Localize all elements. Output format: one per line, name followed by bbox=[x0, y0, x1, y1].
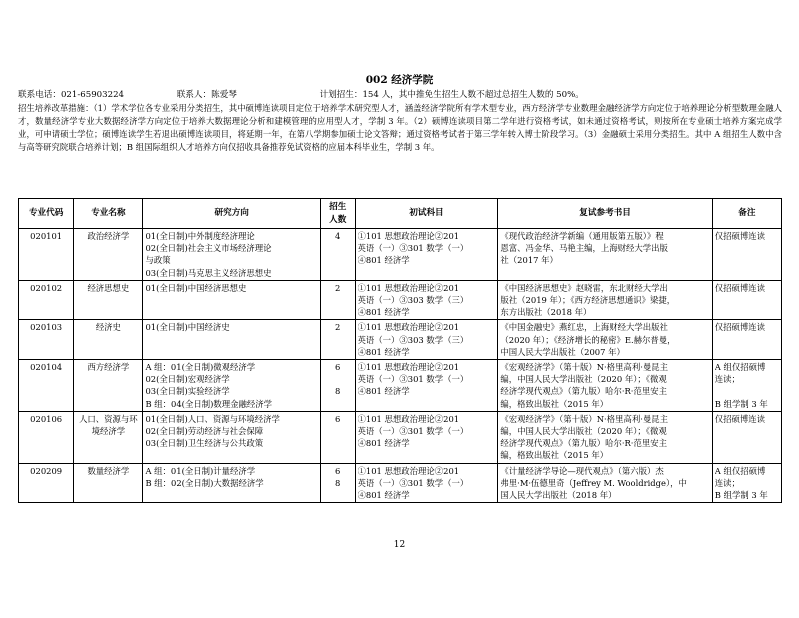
direction-line: 03(全日制)卫生经济与公共政策 bbox=[145, 438, 264, 449]
header-books: 复试参考书目 bbox=[498, 199, 712, 229]
cell-code: 020101 bbox=[19, 229, 74, 281]
count-value: 6 bbox=[335, 413, 341, 424]
exam-line: 英语（一）③301 数学（一） bbox=[357, 477, 469, 488]
exam-line: 英语（一）③303 数学（三） bbox=[357, 334, 469, 345]
book-line: 《现代政治经济学新编（通用版第五版）》程 bbox=[500, 231, 664, 241]
direction-line: 02(全日制)劳动经济与社会保障 bbox=[145, 426, 264, 437]
table-row bbox=[19, 463, 782, 503]
book-line: 《宏观经济学》（第十版）N·格里高利·曼昆主 bbox=[500, 362, 668, 373]
table-row bbox=[19, 280, 782, 320]
book-line: 国人民大学出版社（2018 年） bbox=[500, 490, 617, 501]
note-line: 连读； bbox=[714, 374, 740, 385]
book-line: 编，中国人民大学出版社（2020 年）；《微观 bbox=[500, 374, 667, 385]
note-line: 仅招硕博连读 bbox=[714, 322, 766, 333]
contact-line bbox=[18, 88, 788, 100]
table-row bbox=[19, 320, 782, 360]
cell-code: 020102 bbox=[19, 280, 74, 320]
direction-line: 与政策 bbox=[145, 255, 171, 266]
direction-line: 03(全日制)实验经济学 bbox=[145, 386, 230, 397]
cell-code: 020106 bbox=[19, 411, 74, 463]
exam-line: ④801 经济学 bbox=[357, 255, 410, 266]
exam-line: 英语（一）③301 数学（一） bbox=[357, 243, 469, 254]
count-value-group-b: 8 bbox=[335, 477, 341, 488]
exam-line: ①101 思想政治理论②201 bbox=[357, 413, 460, 424]
cell-name: 经济史 bbox=[74, 320, 143, 360]
cell-direction bbox=[143, 463, 320, 503]
reform-measures-paragraph: 招生培养改革措施：（1）学术学位各专业采用分类招生，其中硕博连读项目定位于培养学术研究型人才，涵盖经济学院所有学术型专业，西方经济学专业数理金融经济学方向定位于培养理论分析型数理金融人才，数量经济学专业大数据经济学方向定位于培养大数据理论分析和建模管理的应用型人才，学制 3 年。（2）硕博连读项目第二学年进行资格考试，如未通过资格考试，则按所在专业硕士培养方案完成学业，可申请硕士学位；硕博连读学生若退出硕博连读项目，将延期一年，在第八学期参加硕士论文答辩；通过资格考试者于第三学年转入博士阶段学习。（3）金融硕士采用分类招生。其中 A 组招生人数中含与高等研究院联合培养计划；B 组国际组织人才培养方向仅招收具备推荐免试资格的应届本科毕业生，学制 3 年。 bbox=[18, 103, 782, 153]
book-line: 社（2017 年） bbox=[500, 255, 558, 266]
book-line: （2020 年）；《经济增长的秘密》E.赫尔普曼， bbox=[500, 334, 676, 345]
table-row bbox=[19, 360, 782, 412]
cell-exam bbox=[355, 463, 498, 503]
cell-exam bbox=[355, 280, 498, 320]
note-line: 仅招硕博连读 bbox=[714, 231, 766, 241]
direction-line: 02(全日制)社会主义市场经济理论 bbox=[145, 243, 272, 254]
cell-count bbox=[320, 280, 355, 320]
cell-direction bbox=[143, 229, 320, 281]
exam-line: 英语（一）③303 数学（三） bbox=[357, 295, 469, 306]
cell-books bbox=[498, 360, 712, 412]
cell-exam bbox=[355, 229, 498, 281]
exam-line: ④801 经济学 bbox=[357, 438, 410, 449]
cell-note bbox=[712, 411, 781, 463]
cell-count bbox=[320, 360, 355, 412]
header-name: 专业名称 bbox=[74, 199, 143, 229]
header-count-line2: 人数 bbox=[329, 214, 347, 225]
book-line: 经济学现代观点》（第九版）哈尔·R·范里安主 bbox=[500, 386, 667, 397]
note-line: B 组学制 3 年 bbox=[714, 398, 768, 409]
count-value: 2 bbox=[335, 282, 341, 293]
contact-person: 联系人：陈爱琴 bbox=[176, 90, 237, 100]
cell-name: 政治经济学 bbox=[74, 229, 143, 281]
book-line: 恩富、冯金华、马艳主编，上海财经大学出版 bbox=[500, 243, 668, 254]
book-line: 编，中国人民大学出版社（2020 年）；《微观 bbox=[500, 426, 667, 437]
table-header-row bbox=[19, 199, 782, 229]
exam-line: ④801 经济学 bbox=[357, 346, 410, 357]
count-value: 2 bbox=[335, 322, 341, 333]
cell-books bbox=[498, 320, 712, 360]
direction-line: 01(全日制)中国经济思想史 bbox=[145, 282, 247, 293]
count-value-group-a: 6 bbox=[335, 465, 341, 476]
cell-name: 数量经济学 bbox=[74, 463, 143, 503]
cell-name: 人口、资源与环境经济学 bbox=[74, 411, 143, 463]
book-line: 中国人民大学出版社（2007 年） bbox=[500, 346, 625, 357]
cell-direction bbox=[143, 360, 320, 412]
exam-line: ①101 思想政治理论②201 bbox=[357, 465, 460, 476]
cell-direction bbox=[143, 320, 320, 360]
program-table bbox=[18, 198, 782, 503]
contact-phone: 联系电话：021-65903224 bbox=[18, 90, 125, 100]
note-line: 仅招硕博连读 bbox=[714, 413, 766, 424]
section-title: 002 经济学院 bbox=[365, 74, 434, 86]
exam-line: ④801 经济学 bbox=[357, 386, 410, 397]
cell-exam bbox=[355, 360, 498, 412]
header-code: 专业代码 bbox=[19, 199, 74, 229]
cell-note bbox=[712, 463, 781, 503]
direction-line: 02(全日制)宏观经济学 bbox=[145, 374, 230, 385]
cell-code: 020103 bbox=[19, 320, 74, 360]
count-value-group-b: 8 bbox=[335, 386, 341, 397]
cell-count bbox=[320, 229, 355, 281]
count-value-group-a: 6 bbox=[335, 362, 341, 373]
book-line: 《宏观经济学》（第十版）N·格里高利·曼昆主 bbox=[500, 413, 668, 424]
count-value: 4 bbox=[335, 231, 341, 241]
cell-code: 020209 bbox=[19, 463, 74, 503]
note-line: A 组仅招硕博 bbox=[714, 465, 766, 476]
direction-line: B 组：04(全日制)数理金融经济学 bbox=[145, 398, 272, 409]
direction-line: 03(全日制)马克思主义经济思想史 bbox=[145, 267, 272, 278]
cell-exam bbox=[355, 320, 498, 360]
cell-note bbox=[712, 360, 781, 412]
header-count-line1: 招生 bbox=[329, 202, 347, 213]
cell-count bbox=[320, 320, 355, 360]
cell-books bbox=[498, 463, 712, 503]
book-line: 弗里·M·伍德里奇（Jeffrey M. Wooldridge），中 bbox=[500, 477, 687, 488]
exam-line: ①101 思想政治理论②201 bbox=[357, 362, 460, 373]
note-line: 仅招硕博连读 bbox=[714, 282, 766, 293]
header-direction: 研究方向 bbox=[143, 199, 320, 229]
cell-books bbox=[498, 280, 712, 320]
cell-code: 020104 bbox=[19, 360, 74, 412]
cell-note bbox=[712, 280, 781, 320]
direction-line: 01(全日制)人口、资源与环境经济学 bbox=[145, 413, 280, 424]
book-line: 编，格致出版社（2015 年） bbox=[500, 398, 609, 409]
cell-exam bbox=[355, 411, 498, 463]
page-number: 12 bbox=[393, 540, 406, 550]
header-count bbox=[320, 199, 355, 229]
cell-name: 西方经济学 bbox=[74, 360, 143, 412]
cell-direction bbox=[143, 280, 320, 320]
cell-note bbox=[712, 229, 781, 281]
direction-line: 01(全日制)中外制度经济理论 bbox=[145, 231, 255, 241]
cell-count bbox=[320, 411, 355, 463]
book-line: 编，格致出版社（2015 年） bbox=[500, 450, 609, 461]
book-line: 东方出版社（2018 年） bbox=[500, 307, 592, 318]
exam-line: ④801 经济学 bbox=[357, 307, 410, 318]
direction-line: B 组：02(全日制)大数据经济学 bbox=[145, 477, 264, 488]
book-line: 《计量经济学导论—现代观点》（第六版）杰 bbox=[500, 465, 664, 476]
book-line: 版社（2019 年）；《西方经济思想通识》梁捷， bbox=[500, 295, 676, 306]
exam-line: ①101 思想政治理论②201 bbox=[357, 322, 460, 333]
note-line: B 组学制 3 年 bbox=[714, 490, 768, 501]
book-line: 经济学现代观点》（第九版）哈尔·R·范里安主 bbox=[500, 438, 667, 449]
book-line: 《中国金融史》燕红忠，上海财经大学出版社 bbox=[500, 322, 668, 333]
table-row bbox=[19, 229, 782, 281]
cell-count bbox=[320, 463, 355, 503]
note-line: A 组仅招硕博 bbox=[714, 362, 766, 373]
exam-line: 英语（一）③301 数学（一） bbox=[357, 426, 469, 437]
cell-books bbox=[498, 229, 712, 281]
cell-direction bbox=[143, 411, 320, 463]
cell-note bbox=[712, 320, 781, 360]
direction-line: A 组：01(全日制)微观经济学 bbox=[145, 362, 256, 373]
header-exam: 初试科目 bbox=[355, 199, 498, 229]
exam-line: ①101 思想政治理论②201 bbox=[357, 282, 460, 293]
note-line: 连读； bbox=[714, 477, 740, 488]
cell-books bbox=[498, 411, 712, 463]
book-line: 《中国经济思想史》赵晓雷，东北财经大学出 bbox=[500, 282, 668, 293]
table-row bbox=[19, 411, 782, 463]
direction-line: 01(全日制)中国经济史 bbox=[145, 322, 230, 333]
cell-name: 经济思想史 bbox=[74, 280, 143, 320]
exam-line: 英语（一）③301 数学（一） bbox=[357, 374, 469, 385]
direction-line: A 组：01(全日制)计量经济学 bbox=[145, 465, 256, 476]
exam-line: ①101 思想政治理论②201 bbox=[357, 231, 460, 241]
enrollment-plan: 计划招生：154 人，其中推免生招生人数不超过总招生人数的 50%。 bbox=[319, 90, 584, 100]
header-note: 备注 bbox=[712, 199, 781, 229]
exam-line: ④801 经济学 bbox=[357, 490, 410, 501]
